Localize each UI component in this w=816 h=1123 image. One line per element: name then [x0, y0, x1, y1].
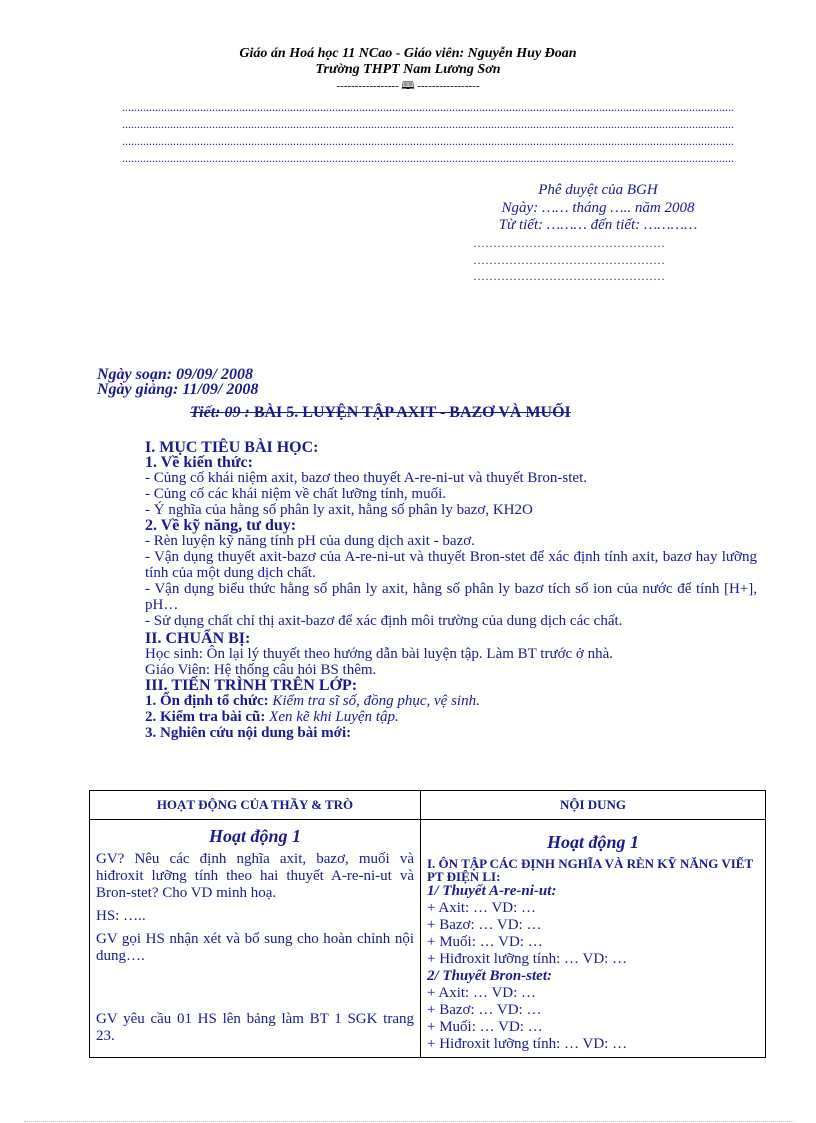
- approval-dots-2: …………………………………………: [473, 253, 665, 267]
- theory-item: + Bazơ: … VD: …: [427, 1002, 542, 1018]
- approval-title: Phê duyệt của BGH: [538, 182, 658, 198]
- skill-item: - Vận dụng thuyết axit-bazơ của A-re-ni-ut và thuyết Bron-stet để xác định tính axit, bazơ hay lưỡng tính của một dung dịch chất.: [145, 549, 757, 581]
- header-line-2: Trường THPT Nam Lương Sơn: [315, 62, 501, 77]
- knowledge-item: - Củng cố các khái niệm về chất lưỡng tính, muối.: [145, 486, 446, 502]
- knowledge-item: - Ý nghĩa của hằng số phân ly axit, hằng số phân ly bazơ, KH2O: [145, 502, 533, 518]
- approval-date: Ngày: …… tháng ….. năm 2008: [501, 200, 695, 216]
- theory-item: + Hiđroxit lưỡng tính: … VD: …: [427, 1036, 628, 1052]
- skill-item: - Rèn luyện kỹ năng tính pH của dung dịch axit - bazơ.: [145, 533, 475, 549]
- theory-item: + Bazơ: … VD: …: [427, 917, 542, 933]
- process-step-3: 3. Nghiên cứu nội dung bài mới:: [145, 725, 352, 741]
- content-section-heading: I. ÔN TẬP CÁC ĐỊNH NGHĨA VÀ RÈN KỸ NĂNG VIẾT PT ĐIỆN LI:: [427, 856, 753, 884]
- theory-item: + Muối: … VD: …: [427, 1019, 543, 1035]
- process-heading: III. TIẾN TRÌNH TRÊN LỚP:: [145, 677, 358, 694]
- activity-table: [89, 790, 766, 1058]
- prep-heading: II. CHUẨN BỊ:: [145, 630, 251, 647]
- activity-text: GV yêu cầu 01 HS lên bảng làm BT 1 SGK trang 23.: [96, 1011, 414, 1044]
- theory-arrhenius-heading: 1/ Thuyết A-re-ni-ut:: [427, 883, 557, 899]
- content-activity-title: Hoạt động 1: [546, 832, 639, 852]
- lesson-name: BÀI 5. LUYỆN TẬP AXIT - BAZƠ VÀ MUỐI: [249, 404, 571, 421]
- prep-teacher: Giáo Viên: Hệ thống câu hỏi BS thêm.: [145, 662, 377, 678]
- column-header-activities: HOẠT ĐỘNG CỦA THẦY & TRÒ: [90, 791, 421, 820]
- objectives-heading: I. MỤC TIÊU BÀI HỌC:: [145, 439, 319, 456]
- theory-bronsted-heading: 2/ Thuyết Bron-stet:: [427, 968, 553, 984]
- page-footer-line: [24, 1121, 794, 1122]
- skill-item: - Sử dụng chất chỉ thị axit-bazơ để xác định môi trường của dung dịch các chất.: [145, 613, 623, 629]
- approval-range: Từ tiết: ……… đến tiết: …………: [498, 217, 698, 233]
- dot-line-2: ............................................................................................................................................................................................................: [122, 117, 734, 131]
- lesson-title: [190, 404, 670, 422]
- dot-line-3: ............................................................................................................................................................................................................: [122, 134, 734, 148]
- theory-item: + Axit: … VD: …: [427, 985, 537, 1001]
- content-cell: [421, 820, 766, 1058]
- knowledge-item: - Củng cố khái niệm axit, bazơ theo thuyết A-re-ni-ut và thuyết Bron-stet.: [145, 470, 587, 486]
- lesson-body: [145, 440, 757, 741]
- skills-heading: 2. Về kỹ năng, tư duy:: [145, 517, 297, 534]
- activities-cell: [90, 820, 421, 1058]
- activity-text: GV gọi HS nhận xét và bổ sung cho hoàn chỉnh nội dung….: [96, 931, 414, 964]
- theory-item: + Hiđroxit lưỡng tính: … VD: …: [427, 951, 628, 967]
- date-taught: Ngày giảng: 11/09/ 2008: [97, 381, 259, 398]
- activity-text: HS: …..: [96, 908, 146, 924]
- lesson-number: Tiết: 09 :: [190, 404, 250, 421]
- theory-item: + Muối: … VD: …: [427, 934, 543, 950]
- approval-dots-1: …………………………………………: [473, 236, 665, 250]
- header-ornament: ----------------- 🕮 -----------------: [336, 80, 480, 92]
- prep-student: Học sinh: Ôn lại lý thuyết theo hướng dẫn bài luyện tập. Làm BT trước ở nhà.: [145, 646, 614, 662]
- activity-title: Hoạt động 1: [208, 826, 301, 846]
- process-step-2: 2. Kiểm tra bài cũ: Xen kẽ khi Luyện tập.: [145, 709, 399, 725]
- theory-item: + Axit: … VD: …: [427, 900, 537, 916]
- date-prepared: Ngày soạn: 09/09/ 2008: [97, 366, 253, 383]
- column-header-content: NỘI DUNG: [421, 791, 766, 820]
- header-line-1: Giáo án Hoá học 11 NCao - Giáo viên: Nguyễn Huy Đoan: [239, 46, 577, 61]
- skill-item: - Vận dụng biểu thức hằng số phân ly axit, hằng số phân ly bazơ tích số ion của nước để tính [H+], pH…: [145, 581, 757, 613]
- knowledge-heading: 1. Về kiến thức:: [145, 454, 253, 471]
- activity-text: GV? Nêu các định nghĩa axit, bazơ, muối và hiđroxit lưỡng tính theo hai thuyết A-re-ni-ut và Bron-stet? Cho VD minh hoạ.: [96, 851, 414, 901]
- process-step-1: 1. Ổn định tổ chức: Kiểm tra sĩ số, đồng phục, vệ sinh.: [145, 693, 480, 709]
- dot-line-1: ............................................................................................................................................................................................................: [122, 100, 734, 114]
- approval-dots-3: …………………………………………: [473, 269, 665, 283]
- dot-line-4: ............................................................................................................................................................................................................: [122, 151, 734, 165]
